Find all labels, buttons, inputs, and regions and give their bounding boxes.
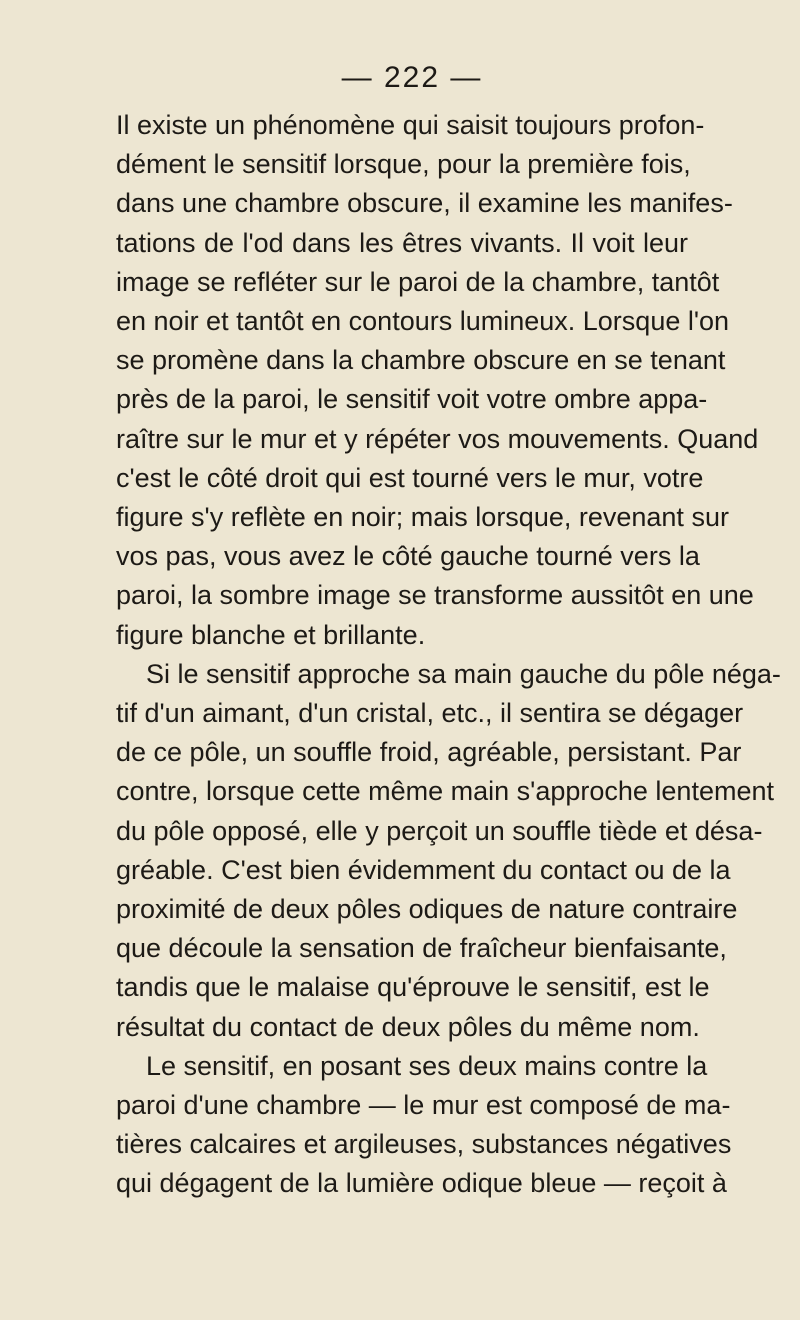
text-line: c'est le côté droit qui est tourné vers le mur, votre	[116, 462, 704, 493]
text-line: vos pas, vous avez le côté gauche tourné vers la	[116, 541, 700, 572]
text-line: se promène dans la chambre obscure en se tenant	[116, 345, 726, 376]
text-line: tandis que le malaise qu'éprouve le sensitif, est le	[116, 972, 710, 1003]
text-body	[116, 106, 781, 1204]
text-line: figure blanche et brillante.	[116, 619, 426, 650]
text-line: tières calcaires et argileuses, substances négatives	[116, 1129, 732, 1160]
text-line: Si le sensitif approche sa main gauche du pôle néga-	[146, 658, 781, 689]
text-line: tif d'un aimant, d'un cristal, etc., il sentira se dégager	[116, 698, 744, 729]
page-number: — 222 —	[341, 61, 483, 94]
paragraph-1	[116, 106, 759, 655]
paragraph-2	[116, 655, 781, 1047]
text-line: dans une chambre obscure, il examine les manifes-	[116, 188, 733, 219]
text-line: près de la paroi, le sensitif voit votre ombre appa-	[116, 384, 708, 415]
text-line: proximité de deux pôles odiques de nature contraire	[116, 894, 738, 925]
text-line: tations de l'od dans les êtres vivants. Il voit leur	[116, 227, 688, 258]
text-line: Il existe un phénomène qui saisit toujours profon-	[116, 110, 705, 140]
text-line: Le sensitif, en posant ses deux mains contre la	[146, 1050, 708, 1081]
text-line: contre, lorsque cette même main s'approche lentement	[116, 776, 774, 807]
text-line: dément le sensitif lorsque, pour la première fois,	[116, 149, 691, 180]
text-line: gréable. C'est bien évidemment du contact ou de la	[116, 854, 731, 885]
text-line: résultat du contact de deux pôles du même nom.	[116, 1011, 700, 1042]
text-line: en noir et tantôt en contours lumineux. Lorsque l'on	[116, 306, 730, 337]
text-line: image se refléter sur le paroi de la chambre, tantôt	[116, 266, 720, 297]
text-line: paroi, la sombre image se transforme aussitôt en une	[116, 580, 754, 611]
text-line: que découle la sensation de fraîcheur bienfaisante,	[116, 933, 727, 964]
text-line: raître sur le mur et y répéter vos mouvements. Quand	[116, 423, 759, 454]
text-line: du pôle opposé, elle y perçoit un souffle tiède et désa-	[116, 815, 763, 846]
paragraph-3	[116, 1047, 732, 1204]
text-line: paroi d'une chambre — le mur est composé de ma-	[116, 1090, 731, 1121]
text-line: figure s'y reflète en noir; mais lorsque, revenant sur	[116, 502, 729, 533]
text-line: de ce pôle, un souffle froid, agréable, persistant. Par	[116, 737, 742, 768]
text-line: qui dégagent de la lumière odique bleue — reçoit à	[116, 1168, 727, 1199]
